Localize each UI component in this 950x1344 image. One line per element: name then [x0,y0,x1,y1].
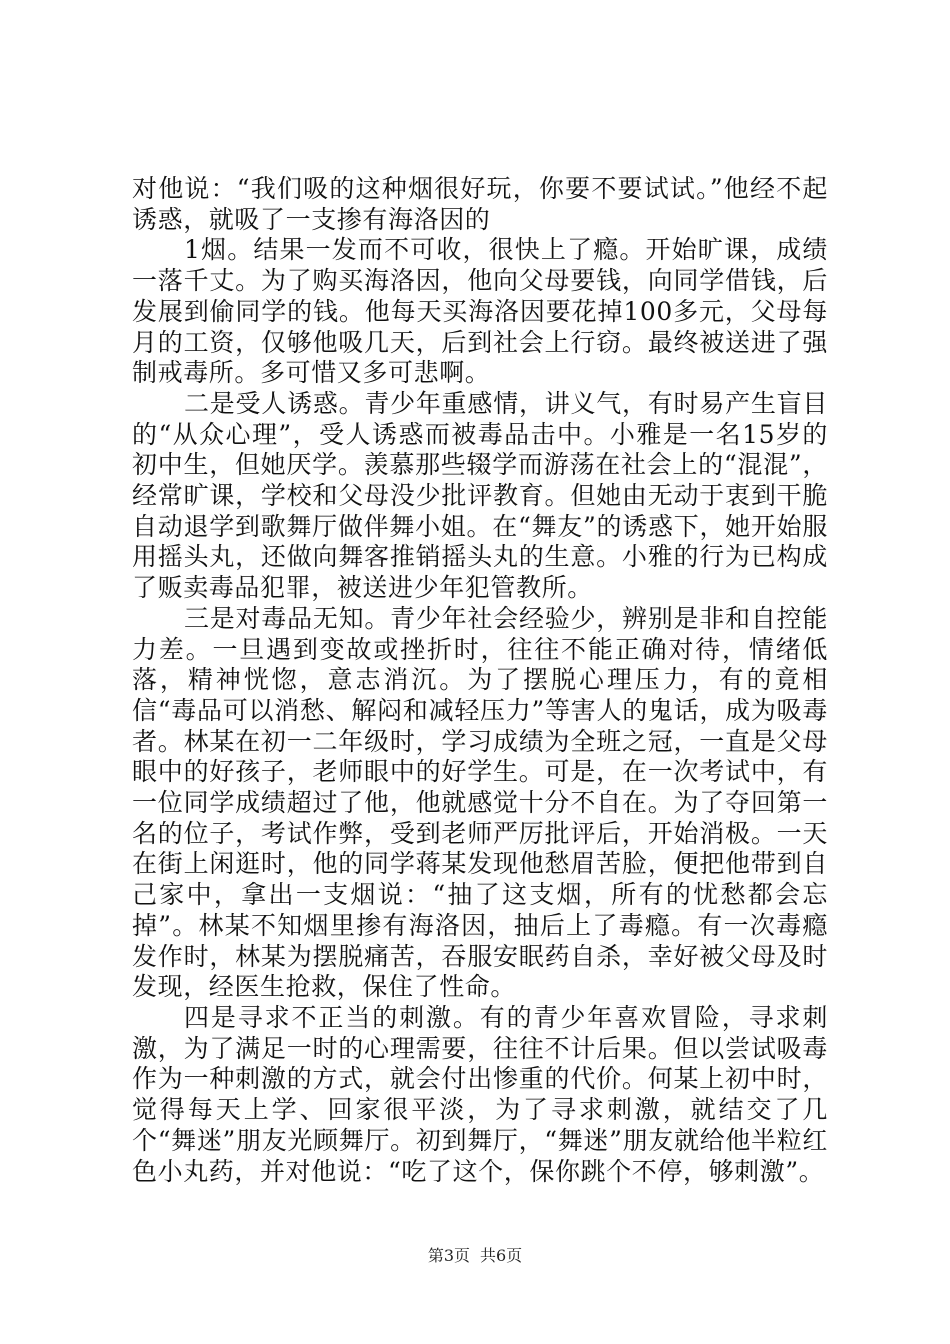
paragraph-4: 三是对毒品无知。青少年社会经验少，辨别是非和自控能力差。一旦遇到变故或挫折时，往往不能正确对待，情绪低落，精神恍惚，意志消沉。为了摆脱心理压力，有的竟相信“毒品可以消愁、解闷和减轻压力”等害人的鬼话，成为吸毒者。林某在初一二年级时，学习成绩为全班之冠，一直是父母眼中的好孩子，老师眼中的好学生。可是，在一次考试中，有一位同学成绩超过了他，他就感觉十分不自在。为了夺回第一名的位子，考试作弊，受到老师严厉批评后，开始消极。一天在街上闲逛时，他的同学蒋某发现他愁眉苦脸，便把他带到自己家中，拿出一支烟说：“抽了这支烟，所有的忧愁都会忘掉”。林某不知烟里掺有海洛因，抽后上了毒瘾。有一次毒瘾发作时，林某为摆脱痛苦，吞服安眠药自杀，幸好被父母及时发现，经医生抢救，保住了性命。 [132,603,828,1002]
paragraph-3: 二是受人诱惑。青少年重感情，讲义气，有时易产生盲目的“从众心理”，受人诱惑而被毒品击中。小雅是一名15岁的初中生，但她厌学。羡慕那些辍学而游荡在社会上的“混混”，经常旷课，学校和父母没少批评教育。但她由无动于衷到干脆自动退学到歌舞厅做伴舞小姐。在“舞友”的诱惑下，她开始服用摇头丸，还做向舞客推销摇头丸的生意。小雅的行为已构成了贩卖毒品犯罪，被送进少年犯管教所。 [132,388,828,603]
paragraph-2: 1烟。结果一发而不可收，很快上了瘾。开始旷课，成绩一落千丈。为了购买海洛因，他向父母要钱，向同学借钱，后发展到偷同学的钱。他每天买海洛因要花掉100多元，父母每月的工资，仅够他吸几天，后到社会上行窃。最终被送进了强制戒毒所。多可惜又多可悲啊。 [132,235,828,388]
page-number: 第3页 [427,1246,470,1265]
page-footer [0,1246,950,1266]
page-total: 共6页 [480,1246,523,1265]
paragraph-1: 对他说：“我们吸的这种烟很好玩，你要不要试试。”他经不起诱惑，就吸了一支掺有海洛因的 [132,174,828,234]
paragraph-5: 四是寻求不正当的刺激。有的青少年喜欢冒险，寻求刺激，为了满足一时的心理需要，往往不计后果。但以尝试吸毒作为一种刺激的方式，就会付出惨重的代价。何某上初中时，觉得每天上学、回家很平淡，为了寻求刺激，就结交了几个“舞迷”朋友光顾舞厅。初到舞厅，“舞迷”朋友就给他半粒红色小丸药，并对他说：“吃了这个，保你跳个不停，够刺激”。 [132,1002,828,1186]
document-body [132,174,828,1187]
